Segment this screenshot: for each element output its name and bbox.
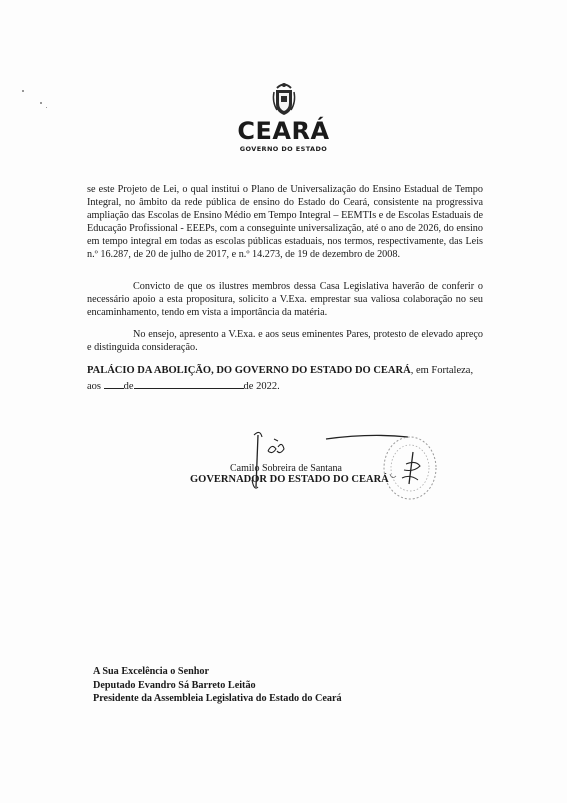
state-coat-of-arms-icon [271, 82, 297, 116]
closing-block [87, 364, 487, 394]
brand-name: CEARÁ [237, 117, 330, 145]
body-paragraph-2: Convicto de que os ilustres membros dessa Casa Legislativa haverão de conferir o necessário apoio a esta propositura, solicito a V.Exa. emprestar sua valiosa colaboração no seu encaminhamento, tendo em vista a importância da matéria. [87, 281, 483, 318]
closing-place: PALÁCIO DA ABOLIÇÃO, DO GOVERNO DO ESTADO DO CEARÁ [87, 365, 411, 376]
signer-title: GOVERNADOR DO ESTADO DO CEARÁ [190, 474, 389, 485]
addressee-line-2: Deputado Evandro Sá Barreto Leitão [93, 679, 256, 691]
month-blank [134, 378, 244, 389]
body-paragraph-1: se este Projeto de Lei, o qual institui o Plano de Universalização do Ensino Estadual de Tempo Integral, no âmbito da rede pública de ensino do Estado do Ceará, consistente na progressiva ampliação das Escolas de Ensino Médio em Tempo Integral – EEMTIs e de Escolas Estaduais de Educação Profissional - EEEPs, com a conseguinte universalização, até o ano de 2026, do ensino em tempo integral em todas as escolas públicas estaduais, nos termos, respectivamente, das Leis n.º 16.287, de 20 de julho de 2017, e n.º 14.273, de 19 de dezembro de 2008. [87, 184, 483, 260]
day-blank [104, 378, 124, 389]
body-paragraph-3: No ensejo, apresento a V.Exa. e aos seus eminentes Pares, protesto de elevado apreço e distinguida consideração. [87, 329, 483, 353]
closing-city: , em Fortaleza, [410, 365, 474, 376]
date-de-2: de 2022. [243, 381, 280, 392]
addressee-line-3: Presidente da Assembleia Legislativa do Estado do Ceará [93, 693, 342, 704]
official-seal-stamp [380, 434, 440, 502]
addressee-line-1: A Sua Excelência o Senhor [93, 666, 210, 677]
closing-date-line [87, 378, 487, 394]
government-logo [0, 82, 567, 153]
brand-subtitle: GOVERNO DO ESTADO [239, 145, 328, 153]
date-de-1: de [123, 381, 134, 392]
date-aos: aos [87, 381, 101, 392]
addressee-block [93, 665, 342, 706]
signer-name: Camilo Sobreira de Santana [230, 463, 342, 474]
closing-place-line [87, 364, 487, 378]
